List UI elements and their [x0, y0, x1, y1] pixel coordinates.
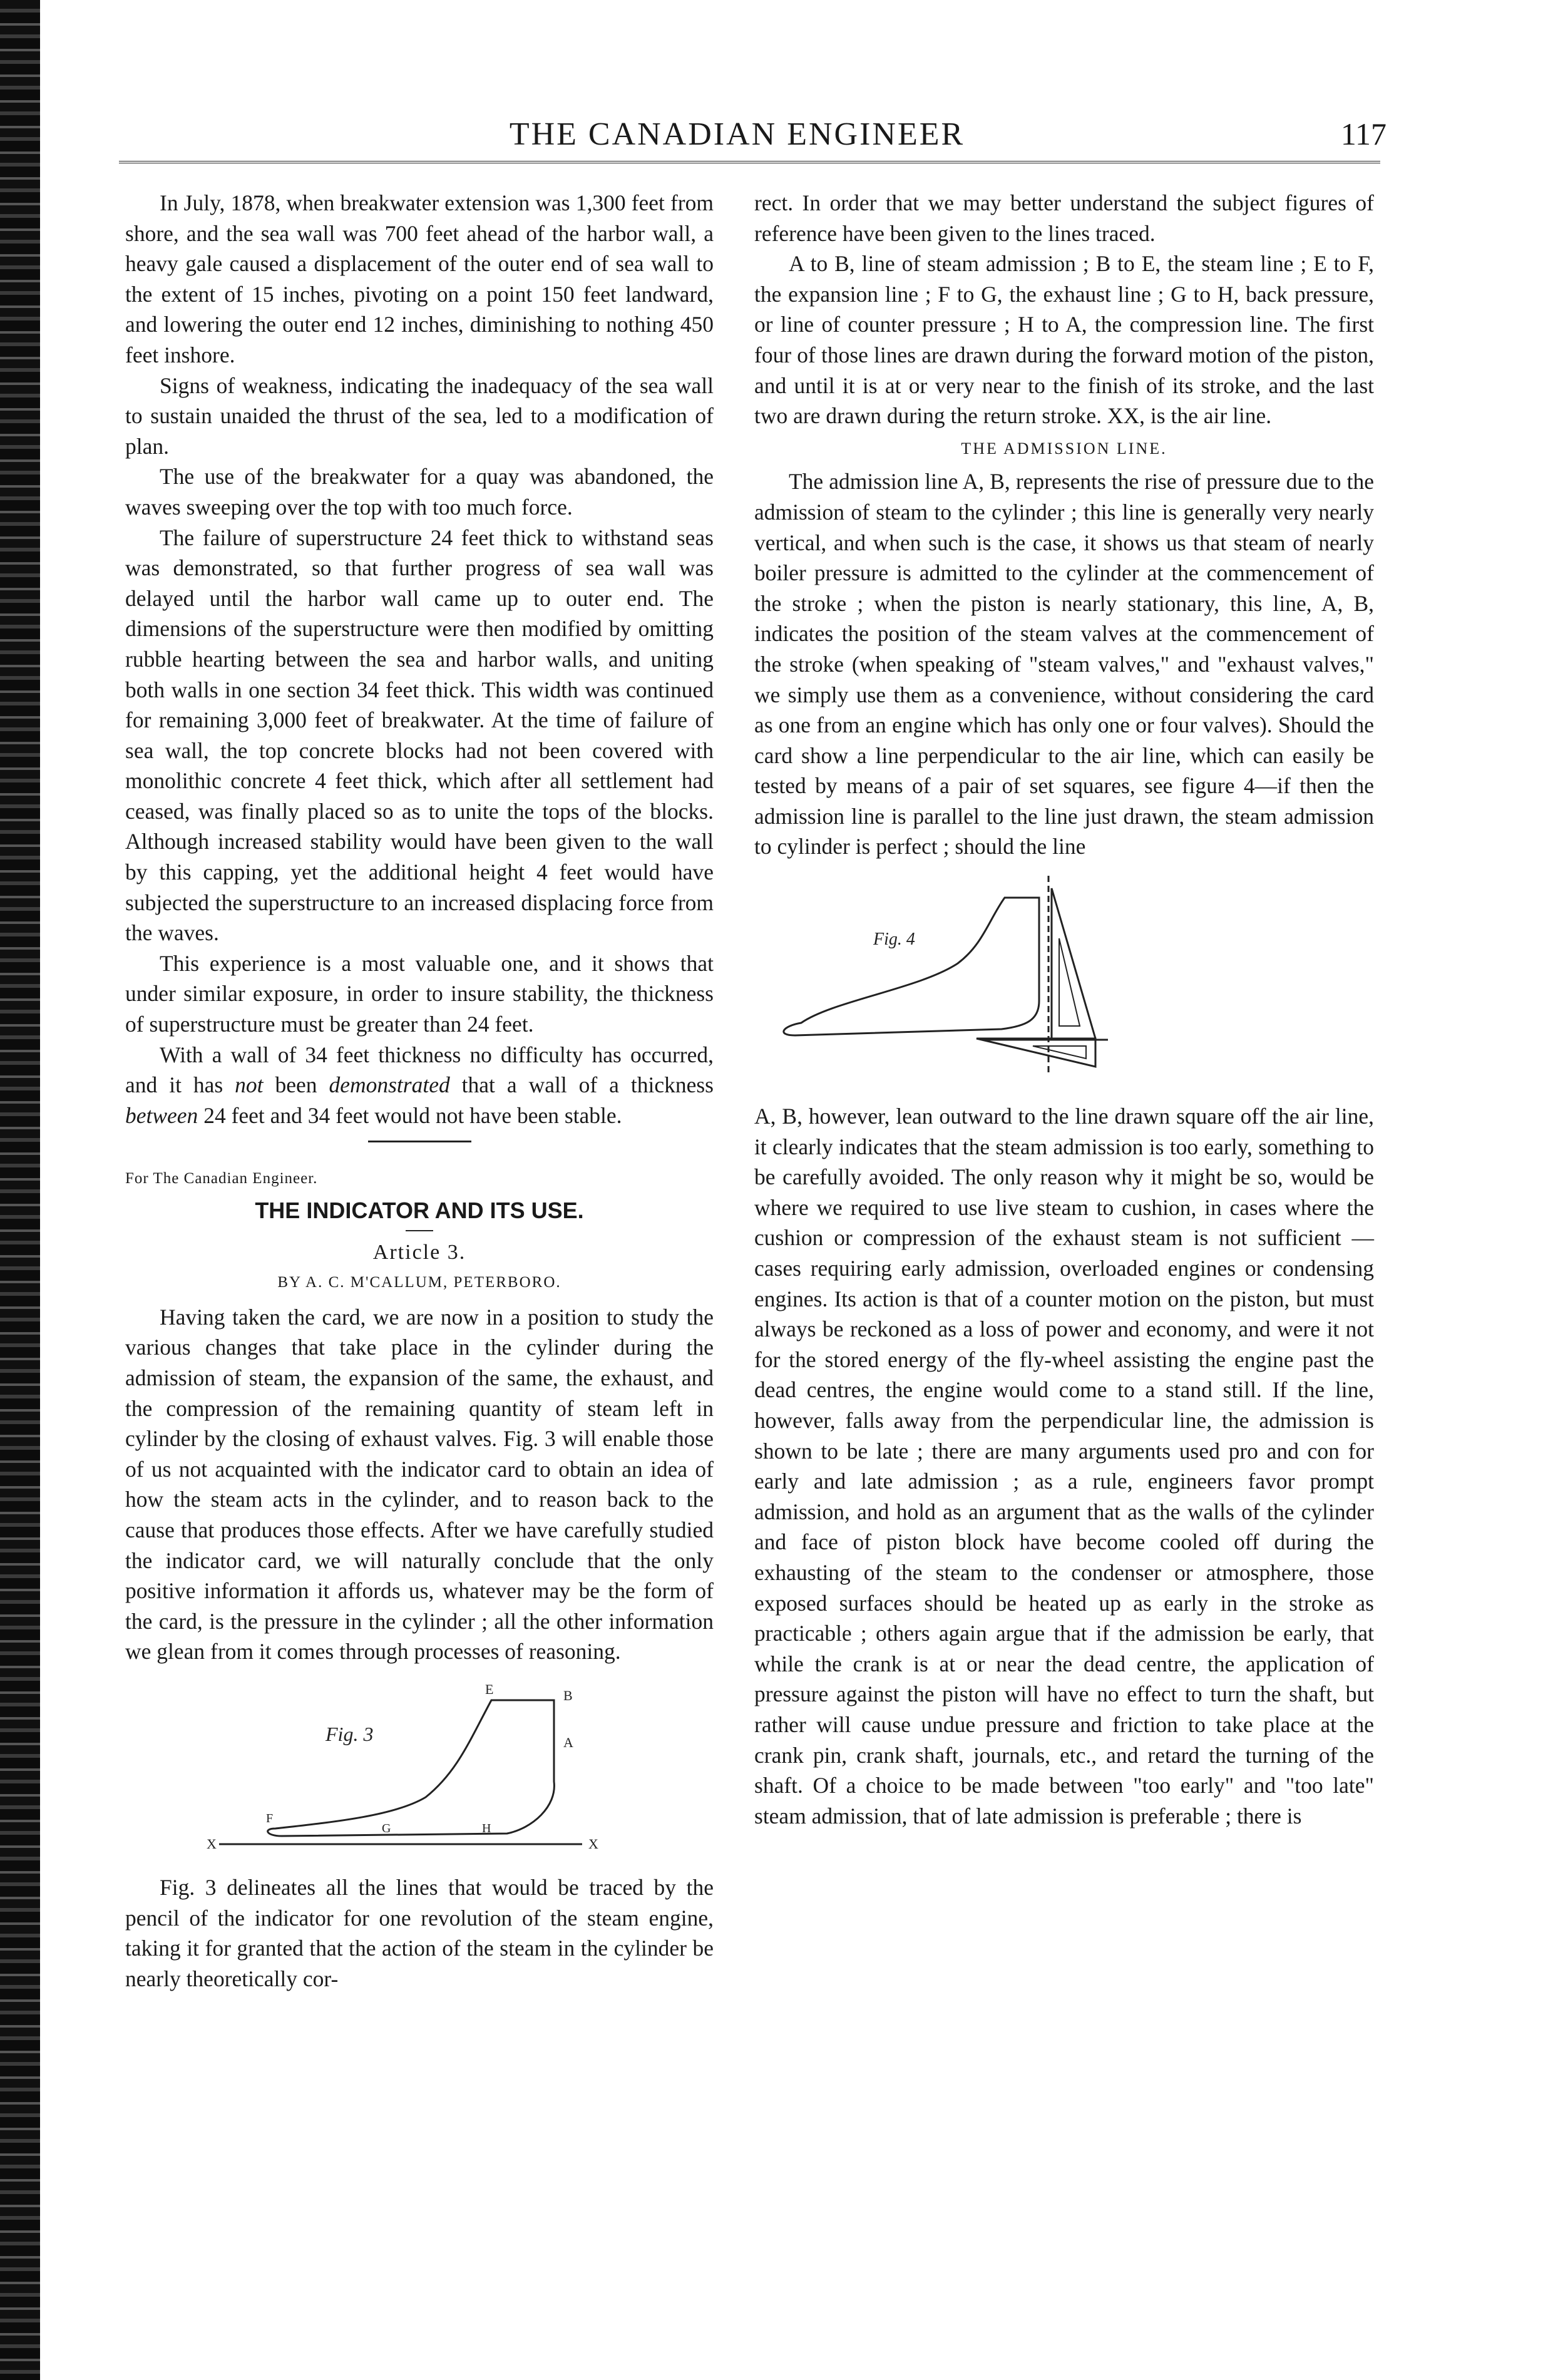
article-number: Article 3. [372, 1240, 466, 1264]
label-x-left: X [207, 1835, 217, 1852]
paragraph: This experience is a most valuable one, and it shows that under similar exposure, in order to insure stability, the thickness of superstructure must be greater than 24 feet. [125, 950, 714, 1037]
text-run: With a wall of 34 feet thickness no difficulty has occurred, and it has [125, 1042, 714, 1098]
paragraph: Signs of weakness, indicating the inadequacy of the sea wall to sustain unaided the thrust of the sea, led to a modification of plan. [125, 372, 714, 459]
journal-title: THE CANADIAN ENGINEER [509, 116, 965, 152]
label-x-right: X [588, 1835, 598, 1852]
running-head [88, 110, 1387, 160]
paragraph: The failure of superstructure 24 feet thick to withstand seas was demonstrated, so that further progress of sea wall was delayed until the harbor wall came up to outer end. The dimensions of the superstructure were then modified by omitting rubble hearting between the sea and harbor walls, and uniting both walls in one section 34 feet thick. This width was continued for remaining 3,000 feet of breakwater. At the time of failure of sea wall, the top concrete blocks had not been covered with monolithic concrete 4 feet thick, which after all settlement had ceased, was finally placed so as to unite the tops of the blocks. Although increased stability would have been given to the wall by this capping, yet the additional height 4 feet would have subjected the superstructure to an increased displacing force from the waves. [125, 525, 714, 946]
label-b: B [563, 1687, 573, 1703]
scanned-binding-edge [0, 0, 40, 2380]
paragraph: The admission line A, B, represents the rise of pressure due to the admission of steam to the cylinder ; this line is generally very nearly vertical, and when such is the case, it shows us that steam of nearly boiler pressure is admitted to the cylinder at the commencement of the stroke ; when the piston is nearly stationary, this line, A, B, indicates the position of the steam valves at the commencement of the stroke (when speaking of "steam valves," and "exhaust valves," we simply use them as a convenience, without considering the card as one from an engine which has only one or four valves). Should the card show a line perpendicular to the air line, which can easily be tested by means of a pair of set squares, see figure 4—if then the admission line is parallel to the line just drawn, the steam admission to cylinder is perfect ; should the line [754, 469, 1374, 859]
paragraph: Fig. 3 delineates all the lines that would be traced by the pencil of the indicator for one revolution of the steam engine, taking it for granted that the action of the steam in the cylinder be nearly theoretically cor- [125, 1874, 714, 1991]
card-outline [268, 1700, 555, 1836]
right-column [754, 188, 1374, 1831]
paragraph: rect. In order that we may better understand the subject figures of reference have been given to the lines traced. [754, 190, 1374, 246]
card-outline [784, 898, 1039, 1035]
label-a: A [563, 1734, 573, 1750]
paragraph: A to B, line of steam admission ; B to E, the steam line ; E to F, the expansion line ; F to G, the exhaust line ; G to H, back pressure, or line of counter pressure ; H to A, the compression line. The first four of those lines are drawn during the forward motion of the piston, and until it is at or very near to the finish of its stroke, and the last two are drawn during the return stroke. XX, is the air line. [754, 251, 1374, 429]
paragraph: A, B, however, lean outward to the line drawn square off the air line, it clearly indicates that the steam admission is too early, something to be carefully avoided. The only reason why it might be so, would be where we required to use live steam to cushion, in cases where the cushion or compression of the exhaust steam is not sufficient — cases requiring early admission, overloaded engines or condensing engines. Its action is that of a counter motion on the piston, but must always be reckoned as a loss of power and economy, and were it not for the stored energy of the fly-wheel assisting the engine past the dead centres, the engine would come to a stand still. If the line, however, falls away from the perpendicular line, the admission is shown to be late ; there are many arguments used pro and con for early and late admission ; as a rule, engineers favor prompt admission, and hold as an argument that as the walls of the cylinder and face of piston block have become cooled off during the exhausting of the steam to the condenser or atmosphere, those exposed surfaces should be heated up as early in the stroke as practicable ; others again argue that if the admission be early, that while the crank is at or near the dead centre, the application of pressure against the piston will have no effect to turn the shaft, but rather will cause undue pressure and friction to take place at the crank pin, crank shaft, journals, etc., and retard the turning of the shaft. Of a choice to be made between "too early" and "too late" steam admission, that of late admission is preferable ; there is [754, 1104, 1374, 1829]
label-e: E [485, 1681, 494, 1697]
label-f: F [266, 1811, 274, 1825]
section-heading: THE ADMISSION LINE. [961, 439, 1167, 458]
figure-4-set-squares [757, 876, 1258, 1082]
emphasis-text: not [235, 1072, 264, 1098]
paragraph: In July, 1878, when breakwater extension was 1,300 feet from shore, and the sea wall was 700 feet ahead of the harbor wall, a heavy gale caused a displacement of the outer end of sea wall to the extent of 15 inches, pivoting on a point 150 feet landward, and lowering the outer end 12 inches, diminishing to nothing 450 feet inshore. [125, 190, 714, 367]
label-g: G [382, 1821, 391, 1835]
byline: BY A. C. M'CALLUM, PETERBORO. [277, 1274, 561, 1291]
section-divider [368, 1141, 471, 1142]
article-title: THE INDICATOR AND ITS USE. [255, 1198, 584, 1223]
fig-3-caption-label: Fig. 3 [325, 1722, 374, 1745]
figure-3-indicator-card [207, 1672, 607, 1860]
paragraph-with-emphasis [125, 1040, 714, 1131]
text-run: been [263, 1072, 329, 1098]
base-set-square-inner [1033, 1046, 1086, 1059]
emphasis-text: demonstrated [329, 1072, 450, 1098]
paragraph: Having taken the card, we are now in a position to study the various changes that take place in the cylinder during the admission of steam, the expansion of the same, the exhaust, and the compression of the remaining quantity of steam left in cylinder by the closing of exhaust valves. Fig. 3 will enable those of us not acquainted with the indicator card to obtain an idea of how the steam acts in the cylinder, and to reason back to the cause that produces those effects. After we have carefully studied the indicator card, we will naturally conclude that the only positive information it affords us, whatever may be the form of the card, is the pressure in the cylinder ; all the other information we glean from it comes through processes of reasoning. [125, 1304, 714, 1664]
left-column [125, 188, 714, 1994]
upright-set-square [1052, 888, 1095, 1039]
base-set-square [976, 1039, 1095, 1067]
article-kicker: For The Canadian Engineer. [125, 1170, 318, 1187]
header-rule [119, 161, 1380, 167]
text-run: 24 feet and 34 feet would not have been stable. [198, 1102, 622, 1128]
paragraph: The use of the breakwater for a quay was abandoned, the waves sweeping over the top with too much force. [125, 464, 714, 520]
label-h: H [482, 1821, 491, 1835]
text-run: that a wall of a thickness [449, 1072, 714, 1098]
page-number: 117 [1340, 116, 1387, 151]
emphasis-text: between [125, 1102, 198, 1128]
fig-4-caption-label: Fig. 4 [873, 930, 915, 950]
title-divider [406, 1230, 433, 1231]
